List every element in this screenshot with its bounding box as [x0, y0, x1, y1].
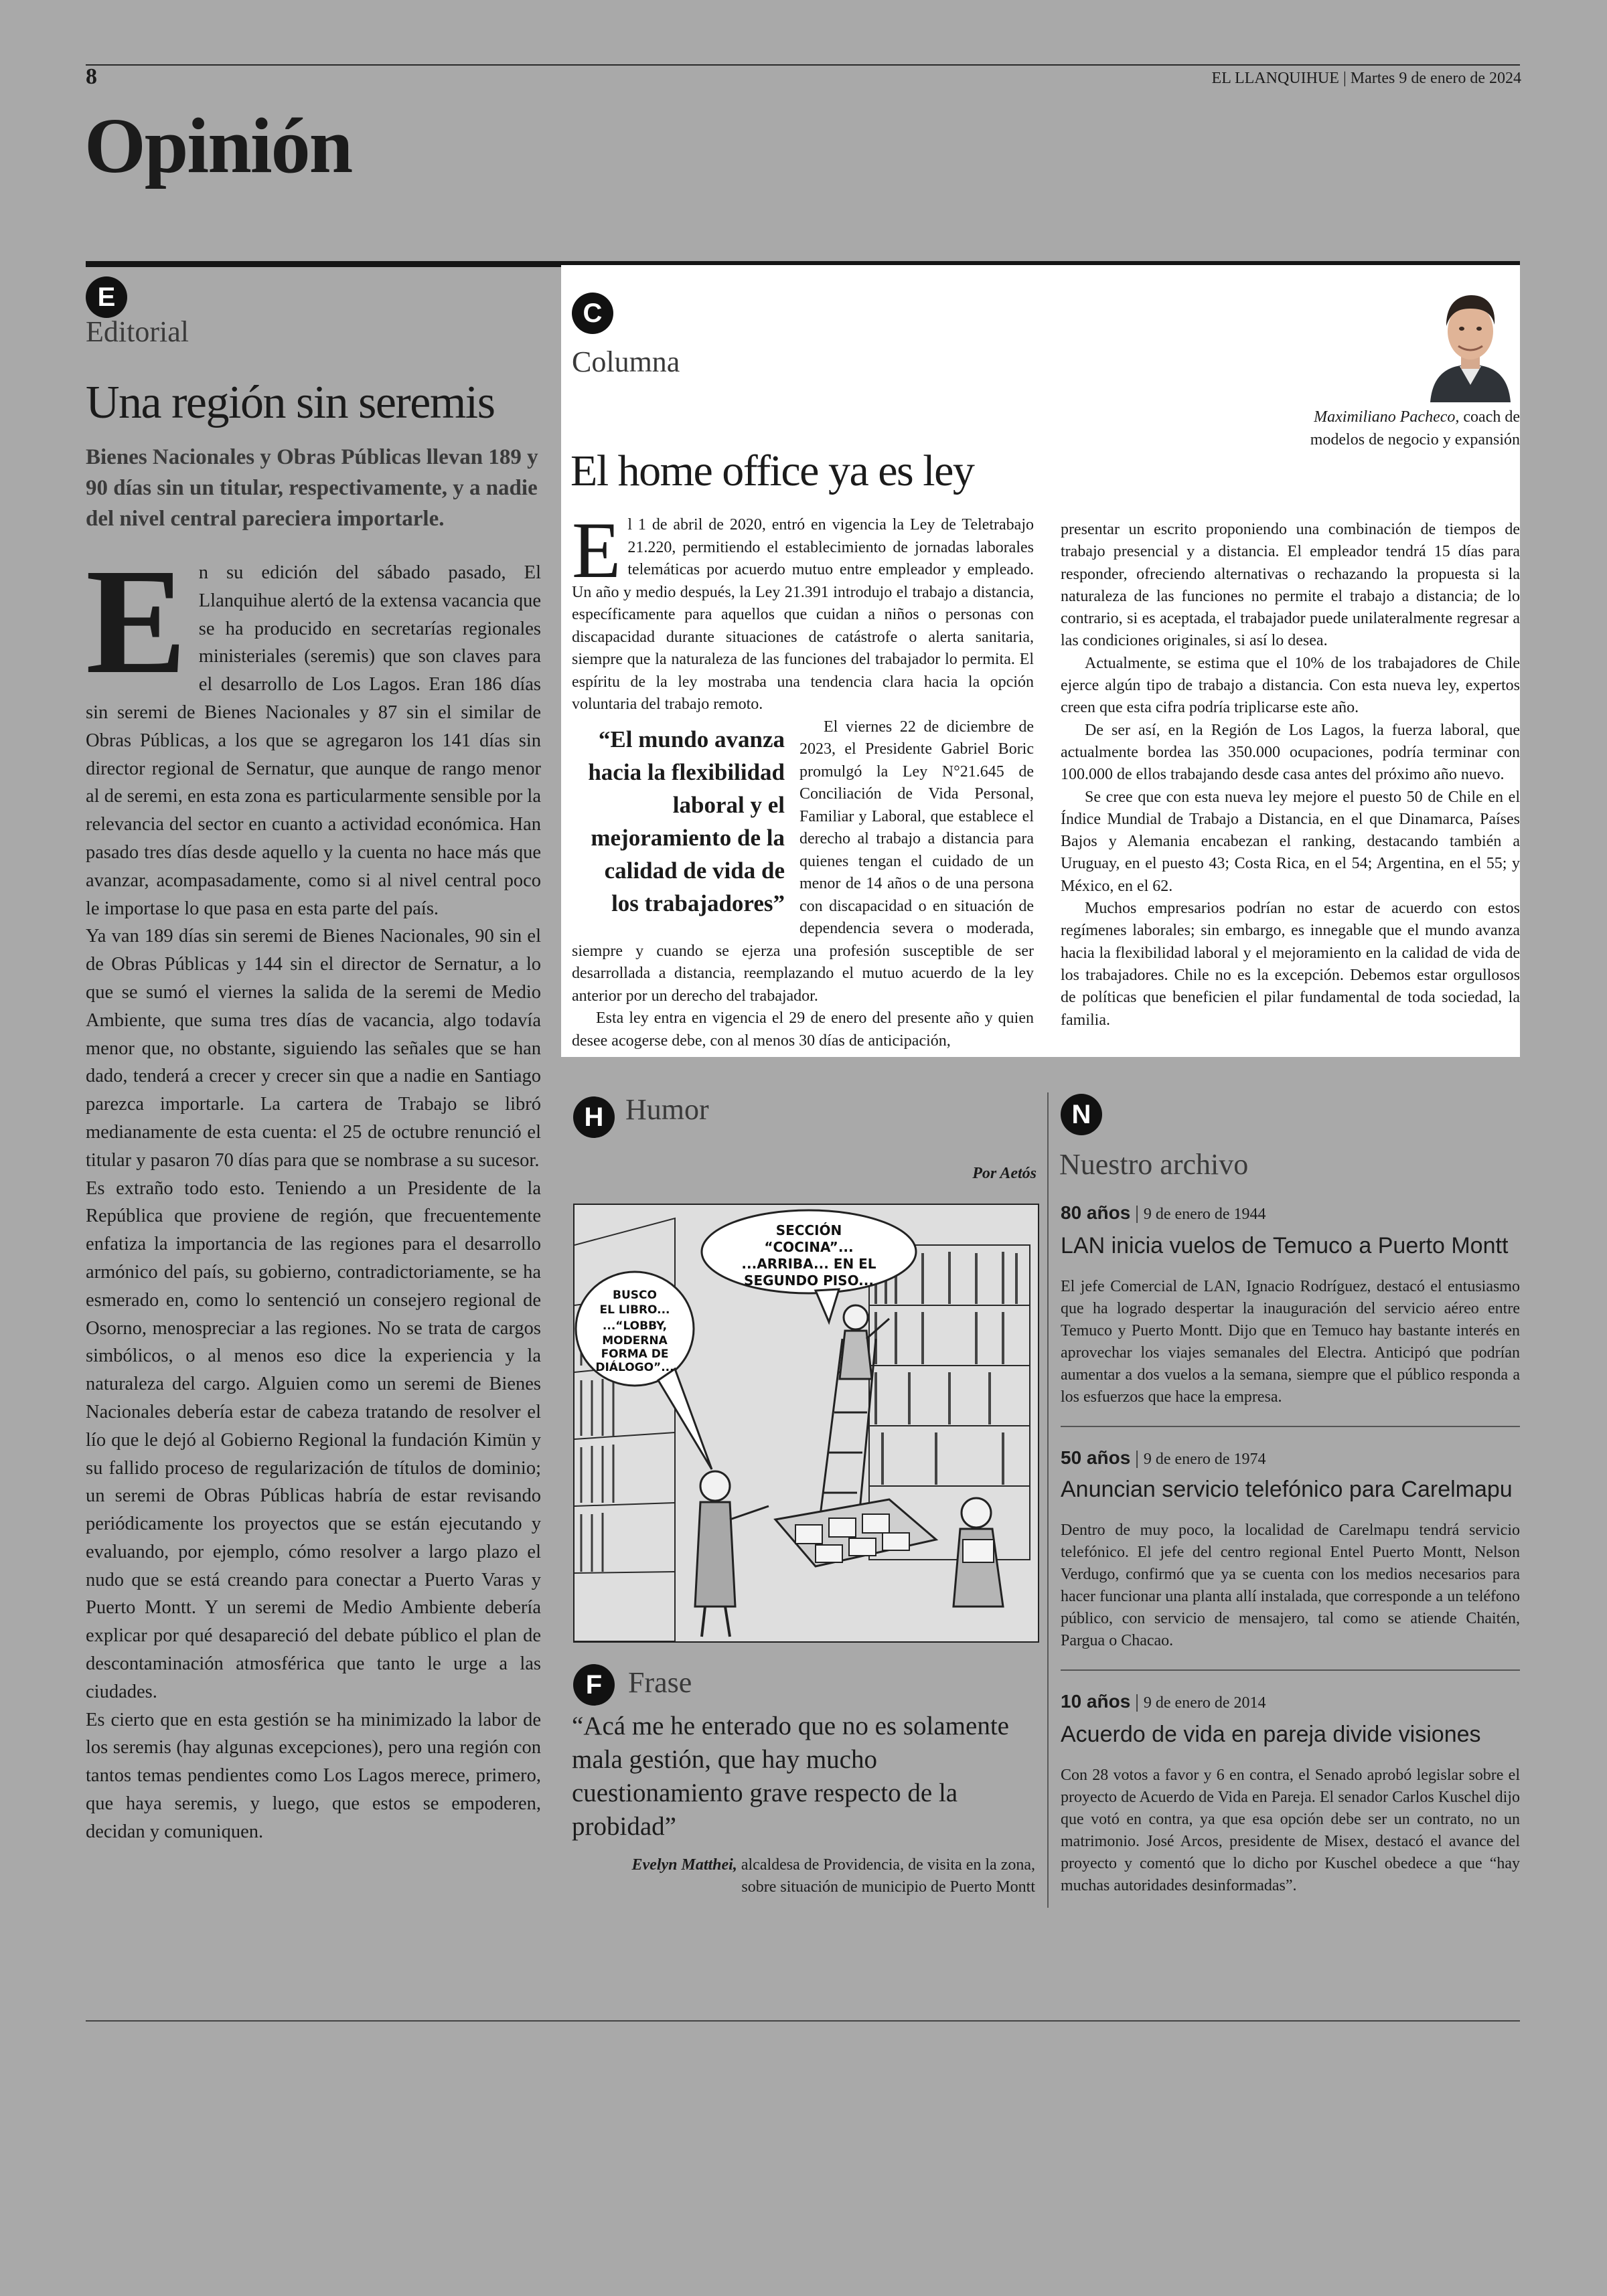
archive-date-separator: | [1130, 1448, 1144, 1469]
archive-item-body: Dentro de muy poco, la localidad de Carelmapu tendrá servicio telefónico. El jefe del centro regional Entel Puerto Montt, Nelson Verdugo, confirmó que ya se cuenta con los medios necesarios para hacer funcionar una planta allí instalada, que corresponde a un teléfono público, con servicio de mensajero, tal como se atiende Chaitén, Pargua o Chacao. [1061, 1522, 1520, 1649]
cartoon-bubble-text: DIÁLOGO”... [595, 1361, 674, 1374]
archive-item-body: Con 28 votos a favor y 6 en contra, el Senado aprobó legislar sobre el proyecto de Acuerdo de Vida en Pareja. El senador Carlos Kuschel dijo que votó en contra, ya que esa opción debe ser un contrato, no un matrimonio. José Arcos, presidente de Misex, destacó el avance del proyecto y comentó que lo dicho por Kuschel obedece a que “hay muchas autoridades desinformadas”. [1061, 1767, 1520, 1894]
editorial-paragraph: Es extraño todo esto. Teniendo a un Presidente de la República que proviene de región, que frecuentemente enfatiza la importancia de las regiones para el desarrollo armónico del país, su gobierno, contradictoriamente, se ha esmerado en, como lo sentenció un consejero regional de Osorno, menospreciar a las regiones. No se trata de cargos simbólicos, o al menos eso dice la experiencia y la naturaleza del cargo. Alguien como un seremi de Bienes Nacionales debería estar de cabeza tratando de resolver el lío que le dejó al Gobierno Regional la fundación Kimün y su fallido proceso de regularización de títulos de dominio; un seremi de Obras Públicas habría de estar revisando periódicamente los proyectos que se están ejecutando y evaluando, por ejemplo, cómo resolver a largo plazo el nudo que se está creando para conectar a Puerto Varas y Puerto Montt. Y un seremi de Medio Ambiente debería explicar por qué desapareció del debate público el plan de descontaminación atmosférica que tanto le urge a las ciudades. [86, 1177, 541, 1702]
humor-kicker: Humor [625, 1093, 709, 1126]
archive-date: 9 de enero de 1944 [1143, 1206, 1266, 1223]
frase-kicker: Frase [628, 1666, 692, 1699]
archive-item-headline: Acuerdo de vida en pareja divide visiones [1061, 1722, 1481, 1747]
frase-author-role: alcaldesa de Providencia, de visita en la zona, sobre situación de municipio de Puerto Montt [737, 1856, 1035, 1896]
frase-attribution [603, 1854, 1035, 1898]
humor-badge: H [573, 1096, 615, 1138]
column-headline: El home office ya es ley [570, 446, 974, 495]
archive-divider [1061, 1426, 1520, 1427]
editorial-paragraph: Es cierto que en esta gestión se ha minimizado la labor de los seremis (hay algunas excepciones), pero una región con tantos temas pendientes como Los Lagos merece, primero, que haya seremis, y luego, que estos se empoderen, decidan y comuniquen. [86, 1709, 541, 1842]
cartoon-bubble-text: SEGUNDO PISO... [744, 1273, 874, 1289]
column-kicker: Columna [572, 345, 680, 378]
editorial-body [86, 538, 541, 1846]
cartoon-bubble-text: MODERNA [602, 1334, 668, 1347]
archive-date: 9 de enero de 1974 [1143, 1451, 1266, 1468]
cartoon-drawing [575, 1205, 1038, 1641]
archive-item-headline: Anuncian servicio telefónico para Carelmapu [1061, 1477, 1513, 1502]
editorial-paragraph [86, 538, 541, 922]
editorial-paragraph: Ya van 189 días sin seremi de Bienes Nacionales, 90 sin el de Obras Públicas y 144 sin el director de Sernatur, a lo que se sumó el viernes la salida de la seremi de Medio Ambiente, que suma tres días de vacancia, algo todavía menor que, no obstante, siguiendo las señales que se han dado, tenderá a crecer y crecer sin que a nadie en Santiago parezca importarle. La cartera de Trabajo se libró medianamente de esta cuenta: el 25 de octubre renunció el titular y pasaron 70 días para que se nombrase a su sucesor. [86, 926, 541, 1171]
cartoon-bubble-text: SECCIÓN [775, 1222, 842, 1238]
archive-item-dateline [1061, 1691, 1266, 1713]
editorial-deck: Bienes Nacionales y Obras Públicas llevan 189 y 90 días sin un titular, respectivamente, y a nadie del nivel central pareciera importarle. [86, 445, 538, 531]
archive-item-body: El jefe Comercial de LAN, Ignacio Rodríguez, destacó el entusiasmo que ha logrado despertar la inauguración del servicio aéreo entre Temuco y Puerto Montt. Dijo que en Temuco hay bastante interés en aprovechar los viajes semanales del Electra. Anticipó que podrían aumentar a dos vuelos a la semana, siempre que el público responda a los esfuerzos que hace la empresa. [1061, 1278, 1520, 1406]
column-divider [1047, 1092, 1049, 1908]
issue-date: Martes 9 de enero de 2024 [1350, 70, 1521, 87]
cartoon-bubble-text: BUSCO [613, 1289, 657, 1302]
column-paragraph: presentar un escrito proponiendo una combinación de tiempos de trabajo presencial y a distancia. El empleador tendrá 15 días para responder, ofreciendo alternativas o rechazando la propuesta si la naturaleza de las funciones no permite el trabajo a distancia; de lo contrario, si es aceptada, el trabajador puede unilateralmente regresar a las condiciones originales, si así lo desea. [1061, 521, 1520, 650]
frase-quote: “Acá me he enterado que no es solamente mala gestión, que hay mucho cuestionamiento grave respecto de la probidad” [572, 1712, 1009, 1841]
archive-date-separator: | [1130, 1692, 1144, 1712]
column-body-right [1061, 519, 1520, 1032]
column-lead-paragraph [572, 505, 1034, 716]
column-author-name: Maximiliano Pacheco, [1314, 408, 1460, 426]
newspaper-name: EL LLANQUIHUE [1211, 70, 1339, 87]
author-portrait-svg [1426, 284, 1515, 402]
archive-kicker: Nuestro archivo [1059, 1148, 1249, 1181]
editorial-badge: E [86, 276, 127, 318]
archive-divider [1061, 1669, 1520, 1671]
cartoon-bubble-text: ...ARRIBA... EN EL [741, 1256, 876, 1272]
cartoon-bubble-text: FORMA DE [601, 1347, 669, 1361]
humor-byline: Por Aetós [972, 1165, 1037, 1182]
editorial-kicker: Editorial [86, 315, 189, 348]
column-paragraph: El viernes 22 de diciembre de 2023, el Presidente Gabriel Boric promulgó la Ley N°21.645 de Conciliación de Vida Personal, Familiar y Laboral, que establece el derecho al trabajo a distancia para quienes tengan el cuidado de un menor de 14 años o de una persona con discapacidad o en situación de dependencia severa o moderada, siempre y cuando se ejerza una profesión susceptible de ser desarrollada a distancia, reemplazando el mutuo acuerdo de la ley anterior por un derecho del trabajador. [572, 718, 1034, 1005]
page-number: 8 [86, 64, 97, 89]
column-lead-text: l 1 de abril de 2020, entró en vigencia la Ley de Teletrabajo 21.220, permitiendo el establecimiento de jornadas laborales telemáticas por acuerdo mutuo entre empleador y empleado. Un año y medio después, la Ley 21.391 introdujo el trabajo a distancia, específicamente para aquellos que cuidan a niños o personas con discapacidad durante situaciones de catástrofe o alerta sanitaria, siempre que la naturaleza de las funciones del trabajador lo permita. El espíritu de la ley mostraba una tendencia clara hacia la opción voluntaria del trabajo remoto. [572, 516, 1034, 713]
archive-date-separator: | [1130, 1203, 1144, 1224]
column-paragraph: Esta ley entra en vigencia el 29 de enero del presente año y quien desee acogerse debe, con al menos 30 días de anticipación, [572, 1009, 1034, 1050]
column-author [1259, 406, 1520, 451]
top-rule [86, 64, 1520, 66]
column-dropcap: E [572, 505, 621, 594]
column-body-left [572, 505, 1034, 1052]
cartoon-bubble-text: ...“LOBBY, [602, 1319, 668, 1333]
archive-item-headline: LAN inicia vuelos de Temuco a Puerto Montt [1061, 1233, 1509, 1258]
column-badge: C [572, 293, 613, 334]
bottom-rule [86, 2020, 1520, 2022]
archive-date: 9 de enero de 2014 [1143, 1694, 1266, 1712]
archive-years: 80 años [1061, 1202, 1131, 1223]
column-pullquote: “El mundo avanza hacia la flexibilidad laboral y el mejoramiento de la calidad de vida de los trabajadores” [588, 726, 785, 916]
column-paragraph: Muchos empresarios podrían no estar de acuerdo con estos regímenes laborales; sin embargo, es innegable que el mundo avanza hacia la flexibilidad laboral y el mejoramiento en la calidad de vida de los trabajadores. Chile no es la excepción. Debemos estar orgullosos de políticas que beneficien el pilar fundamental de toda sociedad, la familia. [1061, 900, 1520, 1029]
editorial-headline: Una región sin seremis [86, 377, 495, 428]
archive-item-dateline [1061, 1202, 1266, 1224]
humor-cartoon [573, 1204, 1039, 1643]
column-paragraph: Se cree que con esta nueva ley mejore el puesto 50 de Chile en el Índice Mundial de Trabajo a Distancia, en el que Dinamarca, Países Bajos y Alemania encabezan el ranking, destacando también a Uruguay, en el puesto 43; Costa Rica, en el 54; Argentina, en el 55; y México, en el 62. [1061, 788, 1520, 895]
section-title: Opinión [84, 102, 352, 189]
archive-badge: N [1061, 1094, 1102, 1135]
masthead [1212, 70, 1521, 88]
frase-author-name: Evelyn Matthei, [631, 1856, 737, 1874]
cartoon-bubble-text: “COCINA”... [764, 1239, 854, 1255]
column-paragraph: Actualmente, se estima que el 10% de los trabajadores de Chile ejerce algún tipo de trabajo a distancia. Con esta nueva ley, expertos creen que esta cifra podría triplicarse este año. [1061, 654, 1520, 717]
column-author-role: coach de modelos de negocio y expansión [1310, 408, 1520, 448]
archive-years: 10 años [1061, 1691, 1131, 1712]
column-paragraph: De ser así, en la Región de Los Lagos, la fuerza laboral, que actualmente bordea las 350.000 ocupaciones, podría terminar con 100.000 de ellos trabajando desde casa antes del próximo año nuevo. [1061, 721, 1520, 784]
frase-badge: F [573, 1664, 615, 1706]
masthead-separator: | [1343, 70, 1351, 87]
cartoon-bubble-text: EL LIBRO... [599, 1303, 670, 1317]
archive-years: 50 años [1061, 1447, 1131, 1468]
editorial-paragraph-text: n su edición del sábado pasado, El Llanquihue alertó de la extensa vacancia que se ha producido en secretarías regionales ministeriales (seremis) que son claves para el desarrollo de Los Lagos. Eran 186 días sin seremi de Bienes Nacionales y 87 sin el similar de Obras Públicas, a los que se agregaron los 141 días sin director regional de Sernatur, que aunque de rango menor al de seremi, en esta zona es particularmente sensible por la relevancia del sector en cuanto a actividad económica. Han pasado tres días desde aquello y la cuenta no hace más que avanzar, acompasadamente, como si al nivel central poco le importase lo que pasa en esta parte del país. [86, 562, 541, 919]
editorial-dropcap: E [86, 538, 187, 705]
author-photo [1426, 284, 1515, 402]
archive-item-dateline [1061, 1447, 1266, 1469]
